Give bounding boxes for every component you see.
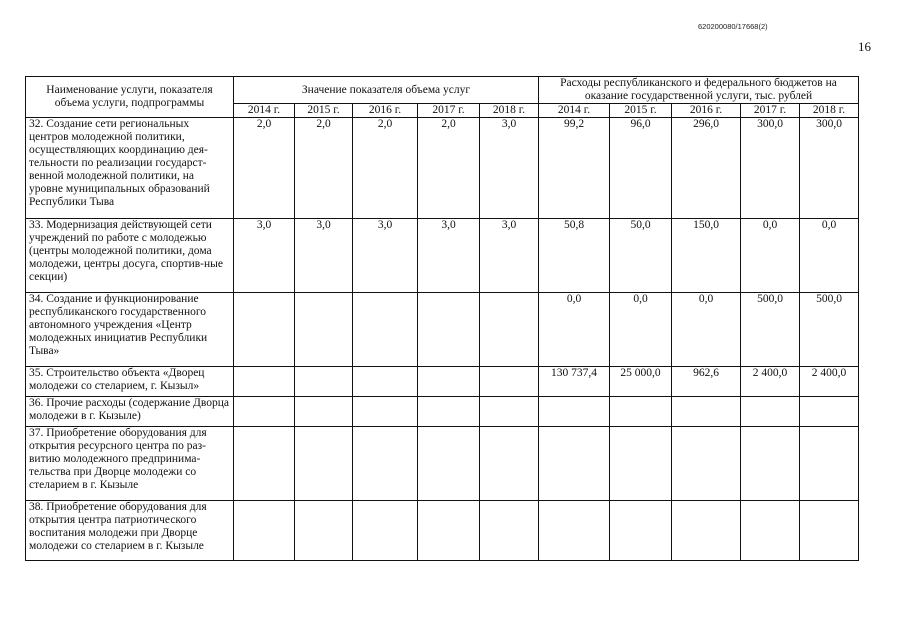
volume-cell [353,293,418,367]
volume-cell [418,501,480,561]
volume-cell [418,427,480,501]
table-body [26,77,859,561]
volume-cell [234,427,295,501]
expense-cell: 2 400,0 [741,367,800,397]
table-header-row [26,77,859,104]
row-name-cell: 32. Создание сети региональных центров молодежной политики, осуществляющих координацию дея-тельности по реализации государст-венной молодежной политики, на уровне муниципальных образований Республики Тыва [26,118,234,219]
volume-cell [295,397,353,427]
expense-cell [539,397,610,427]
volume-cell [234,501,295,561]
year-header: 2016 г. [672,104,741,118]
volume-cell: 3,0 [234,219,295,293]
volume-cell [480,397,539,427]
expense-cell [539,427,610,501]
page-number: 16 [858,39,871,54]
table-row [26,293,859,367]
row-name-cell: 36. Прочие расходы (содержание Дворца молодежи в г. Кызыле) [26,397,234,427]
expense-cell: 0,0 [672,293,741,367]
year-header: 2018 г. [800,104,859,118]
volume-cell [234,293,295,367]
volume-cell [234,397,295,427]
table-row [26,118,859,219]
volume-cell [480,367,539,397]
volume-cell [353,501,418,561]
volume-cell: 3,0 [353,219,418,293]
document-code: 620200080/17668(2) [698,22,768,31]
volume-cell: 3,0 [295,219,353,293]
table-row [26,367,859,397]
volume-cell [480,293,539,367]
volume-cell [295,427,353,501]
table-row [26,219,859,293]
expense-cell [741,427,800,501]
volume-cell: 2,0 [353,118,418,219]
volume-cell [480,427,539,501]
volume-cell: 3,0 [480,219,539,293]
row-name-cell: 38. Приобретение оборудования для открытия центра патриотического воспитания молодежи при Дворце молодежи со стеларием в г. Кызыле [26,501,234,561]
expense-cell: 96,0 [610,118,672,219]
year-header: 2017 г. [741,104,800,118]
expense-cell: 50,0 [610,219,672,293]
expense-cell: 99,2 [539,118,610,219]
expense-cell: 0,0 [741,219,800,293]
year-header: 2017 г. [418,104,480,118]
volume-cell [418,293,480,367]
expense-cell [800,397,859,427]
expense-cell [672,427,741,501]
services-table [25,76,859,561]
year-header: 2015 г. [610,104,672,118]
volume-cell [295,293,353,367]
year-header: 2014 г. [234,104,295,118]
volume-cell [418,367,480,397]
volume-cell [295,501,353,561]
row-name-cell: 34. Создание и функционирование республиканского государственного автономного учреждения «Центр молодежных инициатив Республики Тыва» [26,293,234,367]
volume-cell: 2,0 [418,118,480,219]
year-header: 2015 г. [295,104,353,118]
group-header-volume: Значение показателя объема услуг [234,77,539,104]
expense-cell [610,427,672,501]
expense-cell: 150,0 [672,219,741,293]
expense-cell: 300,0 [800,118,859,219]
expense-cell: 2 400,0 [800,367,859,397]
volume-cell [234,367,295,397]
expense-cell: 0,0 [610,293,672,367]
year-header: 2016 г. [353,104,418,118]
volume-cell [480,501,539,561]
volume-cell [353,427,418,501]
volume-cell: 3,0 [480,118,539,219]
expense-cell [610,501,672,561]
expense-cell [800,501,859,561]
expense-cell: 130 737,4 [539,367,610,397]
volume-cell [295,367,353,397]
expense-cell: 962,6 [672,367,741,397]
expense-cell: 0,0 [800,219,859,293]
table-row [26,397,859,427]
expense-cell [741,397,800,427]
expense-cell [672,397,741,427]
volume-cell: 3,0 [418,219,480,293]
expense-cell: 0,0 [539,293,610,367]
expense-cell [539,501,610,561]
year-header: 2018 г. [480,104,539,118]
table-row [26,427,859,501]
volume-cell [353,367,418,397]
row-name-cell: 37. Приобретение оборудования для открытия ресурсного центра по раз-витию молодежного предпринима-тельства при Дворце молодежи со стеларием в г. Кызыле [26,427,234,501]
expense-cell [672,501,741,561]
expense-cell: 25 000,0 [610,367,672,397]
volume-cell: 2,0 [234,118,295,219]
expense-cell [800,427,859,501]
expense-cell: 500,0 [741,293,800,367]
column-header-name: Наименование услуги, показателя объема услуги, подпрограммы [26,77,234,118]
expense-cell: 50,8 [539,219,610,293]
row-name-cell: 35. Строительство объекта «Дворец молодежи со стеларием, г. Кызыл» [26,367,234,397]
expense-cell [741,501,800,561]
expense-cell [610,397,672,427]
group-header-expenses: Расходы республиканского и федерального бюджетов на оказание государственной услуги, тыс. рублей [539,77,859,104]
row-name-cell: 33. Модернизация действующей сети учреждений по работе с молодежью (центры молодежной политики, дома молодежи, центры досуга, спортив-ные секции) [26,219,234,293]
volume-cell [353,397,418,427]
table-row [26,501,859,561]
volume-cell [418,397,480,427]
expense-cell: 500,0 [800,293,859,367]
year-header: 2014 г. [539,104,610,118]
expense-cell: 296,0 [672,118,741,219]
volume-cell: 2,0 [295,118,353,219]
expense-cell: 300,0 [741,118,800,219]
